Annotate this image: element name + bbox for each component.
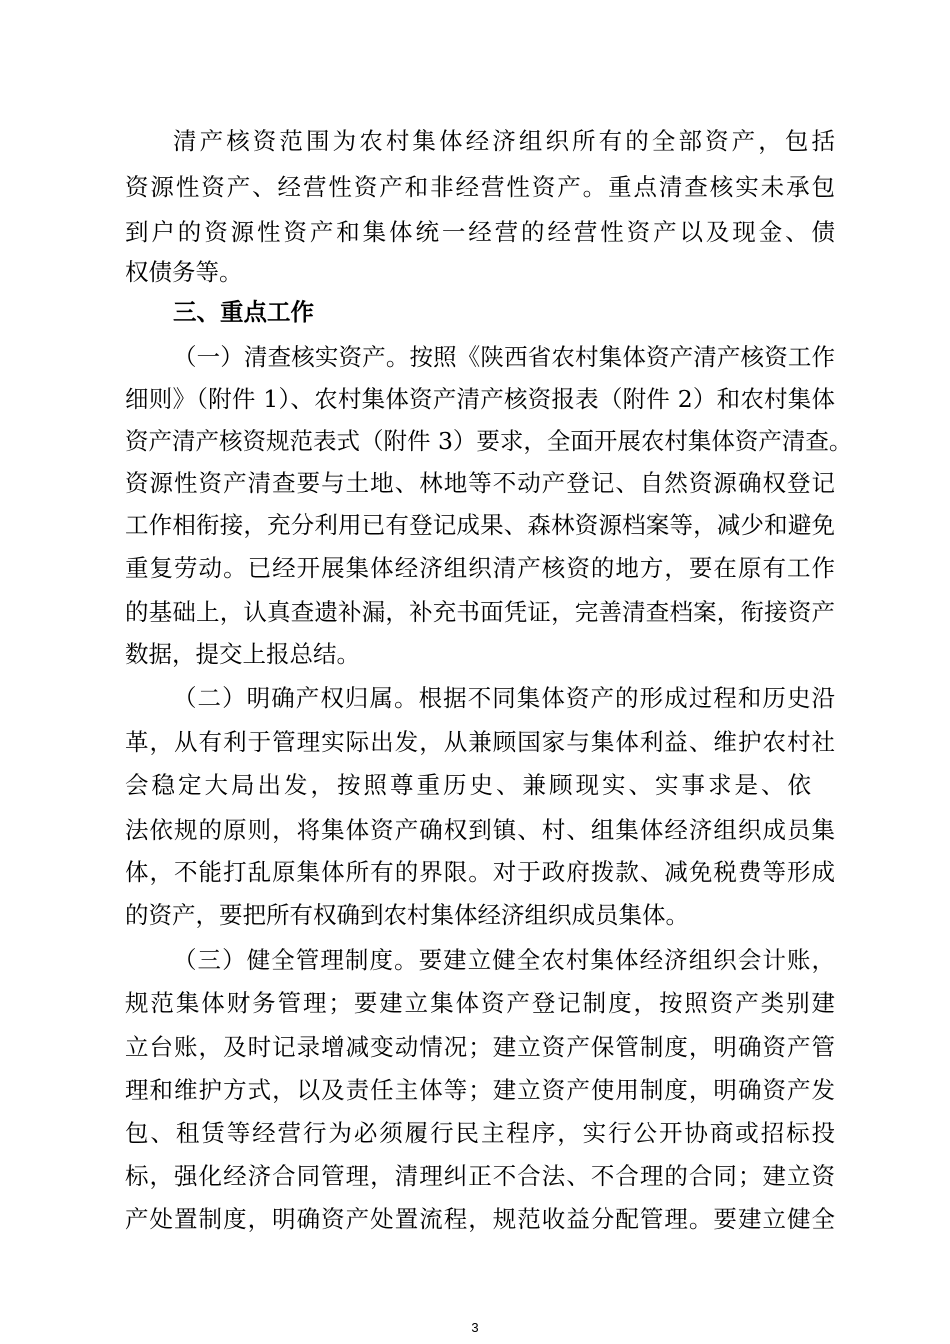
- text-line: （二）明确产权归属。根据不同集体资产的形成过程和历史沿: [173, 684, 835, 712]
- text-line: 会稳定大局出发，按照尊重历史、兼顾现实、实事求是、依: [125, 771, 814, 799]
- text-line: 革，从有利于管理实际出发，从兼顾国家与集体利益、维护农村社: [125, 728, 835, 756]
- text-line: 包、租赁等经营行为必须履行民主程序，实行公开协商或招标投: [125, 1119, 835, 1147]
- text-line: 清产核资范围为农村集体经济组织所有的全部资产，包括: [173, 127, 835, 155]
- text-line: 法依规的原则，将集体资产确权到镇、村、组集体经济组织成员集: [125, 816, 835, 844]
- text-line: 立台账，及时记录增减变动情况；建立资产保管制度，明确资产管: [125, 1033, 835, 1061]
- text-line: 到户的资源性资产和集体统一经营的经营性资产以及现金、债: [125, 218, 835, 246]
- text-line: 规范集体财务管理；要建立集体资产登记制度，按照资产类别建: [125, 989, 835, 1017]
- page-number: 3: [471, 1320, 479, 1335]
- text-line: 数据，提交上报总结。: [125, 640, 360, 668]
- text-line: （三）健全管理制度。要建立健全农村集体经济组织会计账，: [173, 946, 835, 974]
- text-line: 体，不能打乱原集体所有的界限。对于政府拨款、减免税费等形成: [125, 858, 835, 886]
- text-line: 重复劳动。已经开展集体经济组织清产核资的地方，要在原有工作: [125, 554, 835, 582]
- text-line: 的资产，要把所有权确到农村集体经济组织成员集体。: [125, 901, 689, 929]
- text-line: 标，强化经济合同管理，清理纠正不合法、不合理的合同；建立资: [125, 1162, 835, 1190]
- text-line: 资源性资产、经营性资产和非经营性资产。重点清查核实未承包: [125, 173, 835, 201]
- text-line: 工作相衔接，充分利用已有登记成果、森林资源档案等，减少和避免: [125, 511, 835, 539]
- text-line: 的基础上，认真查遗补漏，补充书面凭证，完善清查档案，衔接资产: [125, 598, 835, 626]
- text-line: 理和维护方式，以及责任主体等；建立资产使用制度，明确资产发: [125, 1076, 835, 1104]
- text-line: 权债务等。: [125, 258, 243, 286]
- text-line: （一）清查核实资产。按照《陕西省农村集体资产清产核资工作: [173, 343, 835, 371]
- text-line: 资源性资产清查要与土地、林地等不动产登记、自然资源确权登记: [125, 469, 835, 497]
- text-line: 资产清产核资规范表式（附件 3）要求，全面开展农村集体资产清查。: [125, 427, 853, 455]
- text-line: 产处置制度，明确资产处置流程，规范收益分配管理。要建立健全: [125, 1205, 835, 1233]
- text-line: 细则》（附件 1）、农村集体资产清产核资报表（附件 2）和农村集体: [125, 385, 835, 413]
- section-heading: 三、重点工作: [173, 298, 314, 326]
